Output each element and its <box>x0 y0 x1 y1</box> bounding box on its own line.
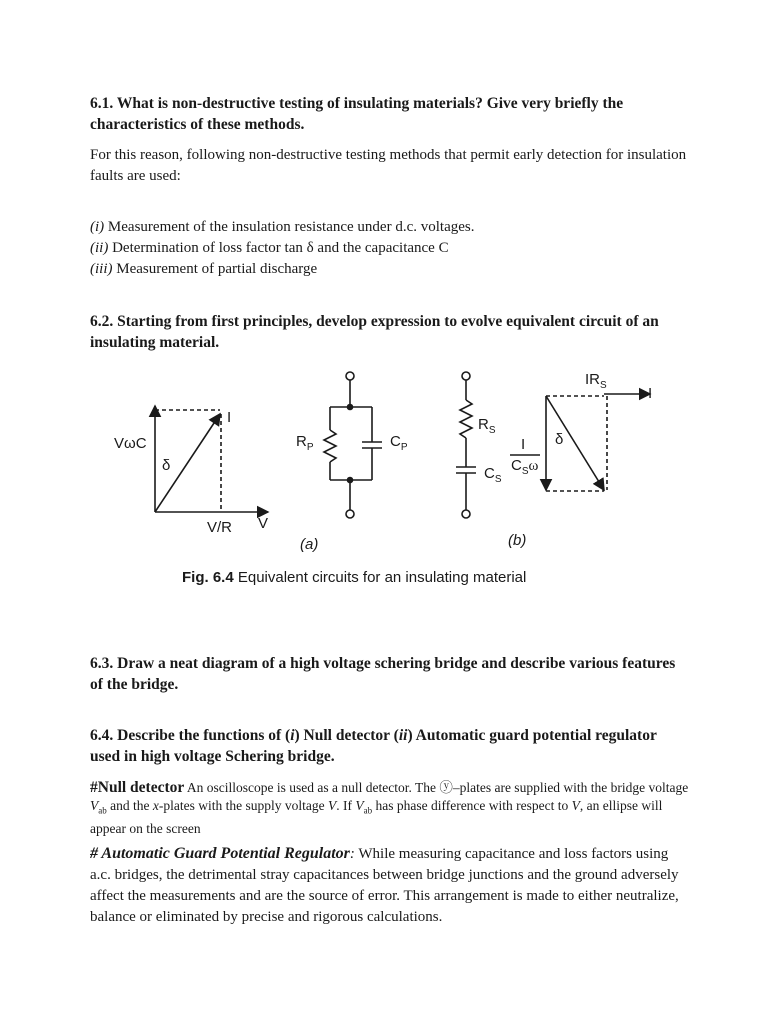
label-rp: $R_P$ <box>296 433 314 453</box>
label-cp: $C_P$ <box>390 433 408 453</box>
question-6-2: 6.2. Starting from first principles, develop expression to evolve equivalent circuit of an insulating material. <box>90 313 659 351</box>
label-frac-den: $C_S\omega$ <box>511 457 539 477</box>
question-6-1: 6.1. What is non-destructive testing of insulating materials? Give very briefly the characteristics of these methods. <box>90 95 624 133</box>
list-item: (ii) Determination of loss factor tan δ and the capacitance C <box>90 240 449 256</box>
question-6-4: 6.4. Describe the functions of (i) Null detector (ii) Automatic guard potential regulator used in high voltage Schering bridge. <box>90 727 657 765</box>
label-delta-b: δ <box>555 431 564 448</box>
answer-6-1-intro: For this reason, following non-destructive testing methods that permit early detection for insulation faults are used: <box>90 147 687 184</box>
label-current-b: I <box>648 385 653 402</box>
label-v: V <box>258 515 269 532</box>
label-vwc: VωC <box>114 435 147 452</box>
question-6-3: 6.3. Draw a neat diagram of a high voltage schering bridge and describe various features of the bridge. <box>90 655 676 693</box>
null-detector-paragraph: #Null detector An oscilloscope is used as a null detector. The ⓨ–plates are supplied with the bridge voltage $V_{ab}$ and the x-plates with the supply voltage V. If $V_{ab}$ has phase difference with respect to V, an ellipse will appear on the screen <box>90 779 689 836</box>
label-delta-a: δ <box>162 457 171 474</box>
guard-regulator-paragraph: # Automatic Guard Potential Regulator: While measuring capacitance and loss factors using a.c. bridges, the detrimental stray capacitances between bridge junctions and the ground adversely affect the measurements and are the source of error. This arrangement is made to either neutralize, balance or eliminated by precise and rigorous calculations. <box>90 845 679 925</box>
list-item: (iii) Measurement of partial discharge <box>90 261 318 277</box>
label-v-over-r: V/R <box>207 519 233 536</box>
label-cs: $C_S$ <box>484 465 502 485</box>
label-rs: $R_S$ <box>478 416 496 436</box>
figure-6-4 <box>100 360 653 590</box>
methods-list <box>90 217 690 280</box>
list-item: (i) Measurement of the insulation resistance under d.c. voltages. <box>90 219 475 235</box>
label-a: (a) <box>300 536 319 553</box>
label-current-a: I <box>227 409 232 426</box>
label-irs: $IR_S$ <box>585 371 607 391</box>
figure-caption: Fig. 6.4 Equivalent circuits for an insulating material <box>182 569 527 586</box>
label-frac-num: I <box>521 436 526 453</box>
label-b: (b) <box>508 532 527 549</box>
